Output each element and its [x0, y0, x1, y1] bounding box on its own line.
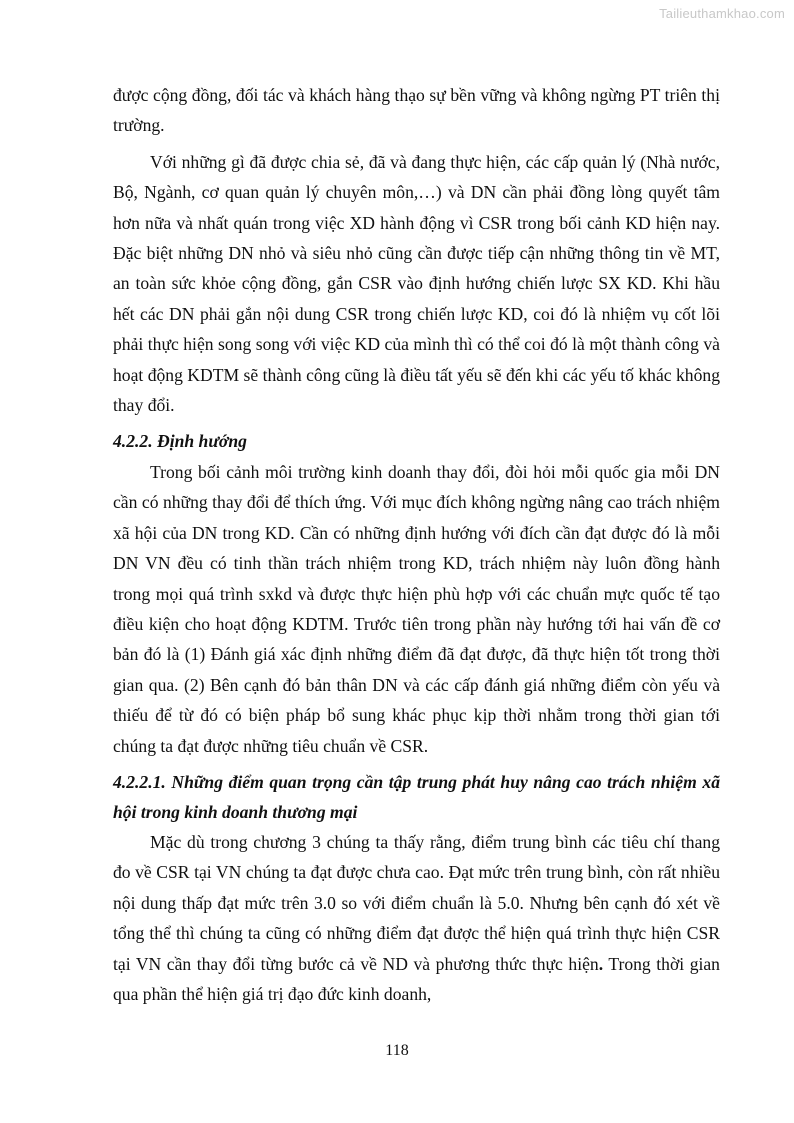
paragraph-orientation: Trong bối cảnh môi trường kinh doanh thay đổi, đòi hỏi mỗi quốc gia mỗi DN cần có những thay đổi để thích ứng. Với mục đích không ngừng nâng cao trách nhiệm xã hội của DN trong KD. Cần có những định hướng với đích cần đạt được đó là mỗi DN VN đều có tinh thần trách nhiệm trong KD, trách nhiệm này luôn đồng hành trong mọi quá trình sxkd và được thực hiện phù hợp với các chuẩn mực quốc tế tạo điều kiện cho hoạt động KDTM. Trước tiên trong phần này hướng tới hai vấn đề cơ bản đó là (1) Đánh giá xác định những điểm đã đạt được, đã thực hiện tốt trong thời gian qua. (2) Bên cạnh đó bản thân DN và các cấp đánh giá những điểm còn yếu và thiếu để từ đó có biện pháp bổ sung khác phục kịp thời nhằm trong thời gian tới chúng ta đạt được những tiêu chuẩn về CSR.: [113, 461, 720, 756]
page-number: 118: [385, 1042, 409, 1059]
bold-period: .: [598, 953, 604, 974]
paragraph-csr-summary: Với những gì đã được chia sẻ, đã và đang thực hiện, các cấp quản lý (Nhà nước, Bộ, Ngành, cơ quan quản lý chuyên môn,…) và DN cần phải đồng lòng quyết tâm hơn nữa và nhất quán trong việc XD hành động vì CSR trong bối cảnh KD hiện nay. Đặc biệt những DN nhỏ và siêu nhỏ cũng cần được tiếp cận những thông tin về MT, an toàn sức khỏe cộng đồng, gắn CSR vào định hướng chiến lược SX KD. Khi hầu hết các DN phải gắn nội dung CSR trong chiến lược KD, coi đó là nhiệm vụ cốt lõi phải thực hiện song song với việc KD của mình thì có thể coi đó là một thành công và hoạt động KDTM sẽ thành công cũng là điều tất yếu sẽ đến khi các yếu tố khác không thay đổi.: [113, 151, 720, 416]
section-heading-4-2-2: 4.2.2. Định hướng: [113, 431, 247, 452]
watermark: Tailieuthamkhao.com: [659, 6, 785, 21]
paragraph-key-points: [113, 827, 720, 1009]
paragraph-key-points-text-end: Trong thời gian qua phần thể hiện giá trị đạo đức kinh doanh,: [113, 953, 720, 1004]
section-heading-4-2-2-1: 4.2.2.1. Những điểm quan trọng cần tập trung phát huy nâng cao trách nhiệm xã hội trong kinh doanh thương mại: [113, 771, 720, 822]
paragraph-key-points-text: Mặc dù trong chương 3 chúng ta thấy rằng, điểm trung bình các tiêu chí thang đo về CSR tại VN chúng ta đạt được chưa cao. Đạt mức trên trung bình, còn rất nhiều nội dung thấp đạt mức trên 3.0 so với điểm chuẩn là 5.0. Nhưng bên cạnh đó xét về tổng thể thì chúng ta cũng có những điểm đạt được thể hiện quá trình thực hiện CSR tại VN cần thay đổi từng bước cả về ND và phương thức thực hiện: [113, 831, 720, 974]
document-body: [113, 80, 720, 1015]
paragraph-continuation: được cộng đồng, đối tác và khách hàng thạo sự bền vững và không ngừng PT triên thị trường.: [113, 85, 720, 136]
